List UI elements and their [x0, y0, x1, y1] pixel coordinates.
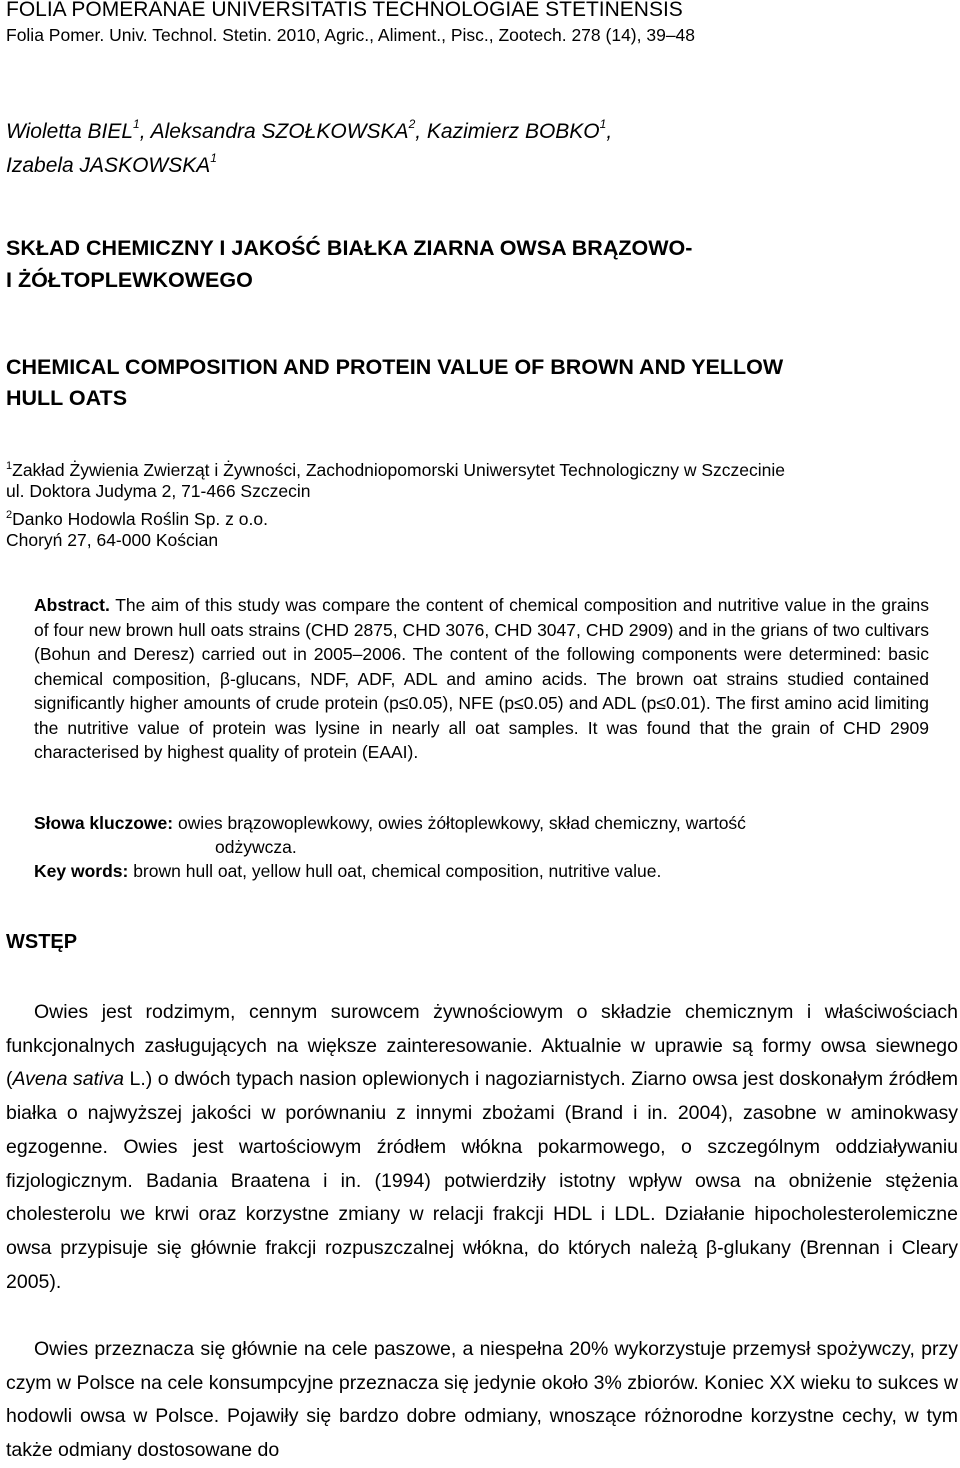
- paragraph-text: L.) o dwóch typach nasion oplewionych i nagoziarnistych. Ziarno owsa jest doskonałym źródłem białka o najwyższej jakości w porównaniu z innymi zbożami (Brand i in. 2004), zasobne w aminokwasy egzogenne. Owies jest wartościowym źródłem włókna pokarmowego, o szczególnym oddziaływaniu fizjologicznym. Badania Braatena i in. (1994) potwierdziły istotny wpływ owsa na obniżenie stężenia cholesterolu we krwi oraz korzystne zmiany w relacji frakcji HDL i LDL. Działanie hipocholesterolemiczne owsa przypisuje się głównie frakcji rozpuszczalnej włókna, do których należą β-glukany (Brennan i Cleary 2005).: [6, 1068, 959, 1293]
- body-paragraph-1: [6, 996, 958, 1299]
- affiliation-2-line-2: Choryń 27, 64-000 Kościan: [6, 530, 219, 550]
- keywords-english-text: brown hull oat, yellow hull oat, chemical composition, nutritive value.: [133, 861, 662, 881]
- author-affil-sup: 2: [408, 117, 416, 131]
- keywords-polish-text-1: owies brązowoplewkowy, owies żółtoplewkowy, skład chemiczny, wartość: [177, 813, 746, 833]
- abstract-text: The aim of this study was compare the content of chemical composition and nutritive value in the grains of four new brown hull oats strains (CHD 2875, CHD 3076, CHD 3047, CHD 2909) and in the grians of two cultivars (Bohun and Deresz) carried out in 2005–2006. The content of the following components were determined: basic chemical composition, β-glucans, NDF, ADF, ADL and amino acids. The brown oat strains studied contained significantly higher amounts of crude protein (p≤0.05), NFE (p≤0.05) and ADL (p≤0.01). The first amino acid limiting the nutritive value of protein was lysine in nearly all oat samples. It was found that the grain of CHD 2909 characterised by highest quality of protein (EAAI).: [34, 595, 929, 762]
- author-affil-sup: 1: [599, 117, 607, 131]
- authors-line-1: [6, 110, 612, 148]
- author-name: Izabela JASKOWSKA: [6, 154, 211, 177]
- citation-line: Folia Pomer. Univ. Technol. Stetin. 2010, Agric., Aliment., Pisc., Zootech. 278 (14), 39–48: [6, 25, 696, 45]
- keywords-polish-text-2: odżywcza.: [215, 837, 297, 857]
- author-name: Aleksandra SZOŁKOWSKA: [150, 120, 409, 143]
- author-name: Kazimierz BOBKO: [426, 120, 600, 143]
- author-affil-sup: 1: [133, 117, 140, 131]
- title-english-line-1: CHEMICAL COMPOSITION AND PROTEIN VALUE OF BROWN AND YELLOW: [6, 355, 784, 379]
- affiliation-sup: 1: [6, 460, 13, 472]
- body-paragraph-2: [6, 1333, 958, 1468]
- affiliation-text: Danko Hodowla Roślin Sp. z o.o.: [12, 508, 268, 529]
- section-heading: WSTĘP: [6, 931, 78, 953]
- keywords-english-label: Key words:: [34, 861, 129, 881]
- author-separator: ,: [139, 120, 151, 143]
- authors-line-2: [6, 144, 217, 182]
- abstract: [34, 593, 929, 765]
- keywords-english: [34, 859, 661, 883]
- author-separator: ,: [415, 120, 427, 143]
- species-name: Avena sativa: [12, 1068, 124, 1091]
- title-english-line-2: HULL OATS: [6, 386, 128, 410]
- keywords-polish: [34, 811, 939, 859]
- paragraph-text: Owies przeznacza się głównie na cele paszowe, a niespełna 20% wykorzystuje przemysł spożywczy, przy czym w Polsce na cele konsumpcyjne przeznacza się jedynie około 3% zbiorów. Koniec XX wieku to sukces w hodowli owsa w Polsce. Pojawiły się bardzo dobre odmiany, wnoszące różnorodne korzystne cechy, w tym także odmiany dostosowane do: [6, 1338, 958, 1462]
- affiliation-sup: 2: [6, 509, 13, 521]
- author-name: Wioletta BIEL: [6, 120, 134, 143]
- title-polish-line-2: I ŻÓŁTOPLEWKOWEGO: [6, 268, 253, 292]
- keywords-polish-label: Słowa kluczowe:: [34, 813, 174, 833]
- abstract-label: Abstract.: [34, 595, 110, 615]
- author-affil-sup: 1: [210, 151, 217, 165]
- affiliation-1-line-2: ul. Doktora Judyma 2, 71-466 Szczecin: [6, 481, 311, 501]
- affiliation-text: Zakład Żywienia Zwierząt i Żywności, Zachodniopomorski Uniwersytet Technologiczny w Szczecinie: [12, 459, 786, 480]
- paragraph-text: Owies jest rodzimym, cennym surowcem żywnościowym o składzie chemicznym i właściwościach funkcjonalnych zasługujących na większe zainteresowanie. Aktualnie w uprawie są formy owsa siewnego (: [6, 1001, 958, 1091]
- journal-title: FOLIA POMERANAE UNIVERSITATIS TECHNOLOGIAE STETINENSIS: [6, 0, 683, 21]
- title-polish-line-1: SKŁAD CHEMICZNY I JAKOŚĆ BIAŁKA ZIARNA OWSA BRĄZOWO-: [6, 236, 693, 260]
- author-separator: ,: [606, 120, 613, 143]
